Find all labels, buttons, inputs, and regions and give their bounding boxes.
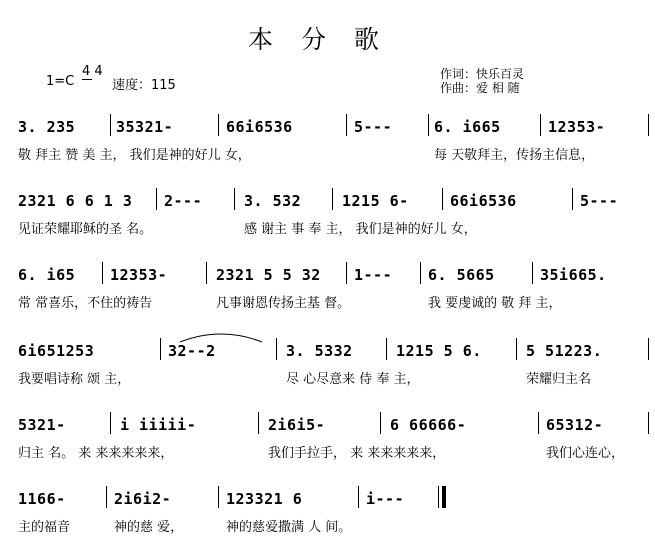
time-signature <box>82 64 103 79</box>
lyric-line: 荣耀归主名 <box>526 372 592 387</box>
lyric-line: 主的福音 <box>18 520 71 535</box>
measure: 66i6536 <box>226 118 293 136</box>
lyric-line: 每 天敬拜主，传扬主信息， <box>434 148 595 163</box>
lyric-line: 常 常喜乐，不住的祷告 <box>18 296 153 311</box>
barline <box>532 262 533 284</box>
measure: 5--- <box>580 192 619 210</box>
barline <box>358 486 359 508</box>
lyric-line: 见证荣耀耶稣的圣 名。 <box>18 222 153 237</box>
lyric-line: 尽 心尽意来 侍 奉 主， <box>286 372 420 387</box>
barline <box>276 338 277 360</box>
barline <box>538 412 539 434</box>
barline <box>380 412 381 434</box>
measure: 6i651253 <box>18 342 95 360</box>
lyric-line: 神的慈爱撒满 人 间。 <box>226 520 352 535</box>
measure: 6. i65 <box>18 266 76 284</box>
composer-credit: 作曲：爱 相 随 <box>440 81 520 95</box>
barline <box>218 486 219 508</box>
measure: 32--2 <box>168 342 216 360</box>
measure: 2321 6 6 1 3 <box>18 192 133 210</box>
barline <box>106 486 107 508</box>
measure: i--- <box>366 490 405 508</box>
barline <box>218 114 219 136</box>
measure: 3. 235 <box>18 118 76 136</box>
barline <box>420 262 421 284</box>
measure: 35i665. <box>540 266 607 284</box>
measure: 6. 5665 <box>428 266 495 284</box>
time-sig-divider <box>82 79 92 80</box>
barline <box>572 188 573 210</box>
measure: 2i6i2- <box>114 490 172 508</box>
barline <box>648 114 649 136</box>
measure: 65312- <box>546 416 604 434</box>
lyric-line: 凡事谢恩传扬主基 督。 <box>216 296 351 311</box>
barline <box>442 188 443 210</box>
lyric-line: 感 谢主 事 奉 主， 我们是神的好儿 女， <box>244 222 477 237</box>
final-barline-thin <box>438 486 439 508</box>
lyric-line: 我要唱诗称 颂 主， <box>18 372 131 387</box>
barline <box>346 262 347 284</box>
measure: 3. 5332 <box>286 342 353 360</box>
barline <box>332 188 333 210</box>
measure: 3. 532 <box>244 192 302 210</box>
barline <box>516 338 517 360</box>
barline <box>258 412 259 434</box>
barline <box>428 114 429 136</box>
barline <box>648 338 649 360</box>
measure: i iiiii- <box>120 416 197 434</box>
measure: 6. i665 <box>434 118 501 136</box>
lyricist-credit: 作词：快乐百灵 <box>440 67 525 81</box>
key-signature: 1=C <box>46 74 75 89</box>
measure: 5--- <box>354 118 393 136</box>
measure: 35321- <box>116 118 174 136</box>
barline <box>110 412 111 434</box>
barline <box>160 338 161 360</box>
barline <box>648 412 649 434</box>
barline <box>386 338 387 360</box>
tempo-marking: 速度：115 <box>112 78 176 93</box>
lyric-line: 我 要虔诚的 敬 拜 主， <box>428 296 562 311</box>
measure: 123321 6 <box>226 490 303 508</box>
barline <box>346 114 347 136</box>
song-title: 本 分 歌 <box>248 25 389 54</box>
lyric-line: 我们心连心， <box>546 446 625 461</box>
lyric-line: 我们手拉手， 来 来来来来来， <box>268 446 446 461</box>
final-barline-thick <box>442 486 446 508</box>
measure: 66i6536 <box>450 192 517 210</box>
measure: 2i6i5- <box>268 416 326 434</box>
barline <box>102 262 103 284</box>
lyric-line: 归主 名。 来 来来来来来， <box>18 446 174 461</box>
measure: 2--- <box>164 192 203 210</box>
barline <box>234 188 235 210</box>
barline <box>156 188 157 210</box>
measure: 1166- <box>18 490 66 508</box>
barline <box>110 114 111 136</box>
measure: 6 66666- <box>390 416 467 434</box>
measure: 2321 5 5 32 <box>216 266 321 284</box>
measure: 1--- <box>354 266 393 284</box>
measure: 1215 5 6. <box>396 342 482 360</box>
barline <box>206 262 207 284</box>
measure: 12353- <box>548 118 606 136</box>
lyric-line: 敬 拜主 赞 美 主， 我们是神的好儿 女， <box>18 148 251 163</box>
lyric-line: 神的慈 爱， <box>114 520 184 535</box>
measure: 1215 6- <box>342 192 409 210</box>
measure: 12353- <box>110 266 168 284</box>
barline <box>540 114 541 136</box>
measure: 5321- <box>18 416 66 434</box>
measure: 5 51223. <box>526 342 603 360</box>
time-sig-bottom: 4 <box>94 64 103 79</box>
time-sig-top: 4 <box>82 64 91 79</box>
